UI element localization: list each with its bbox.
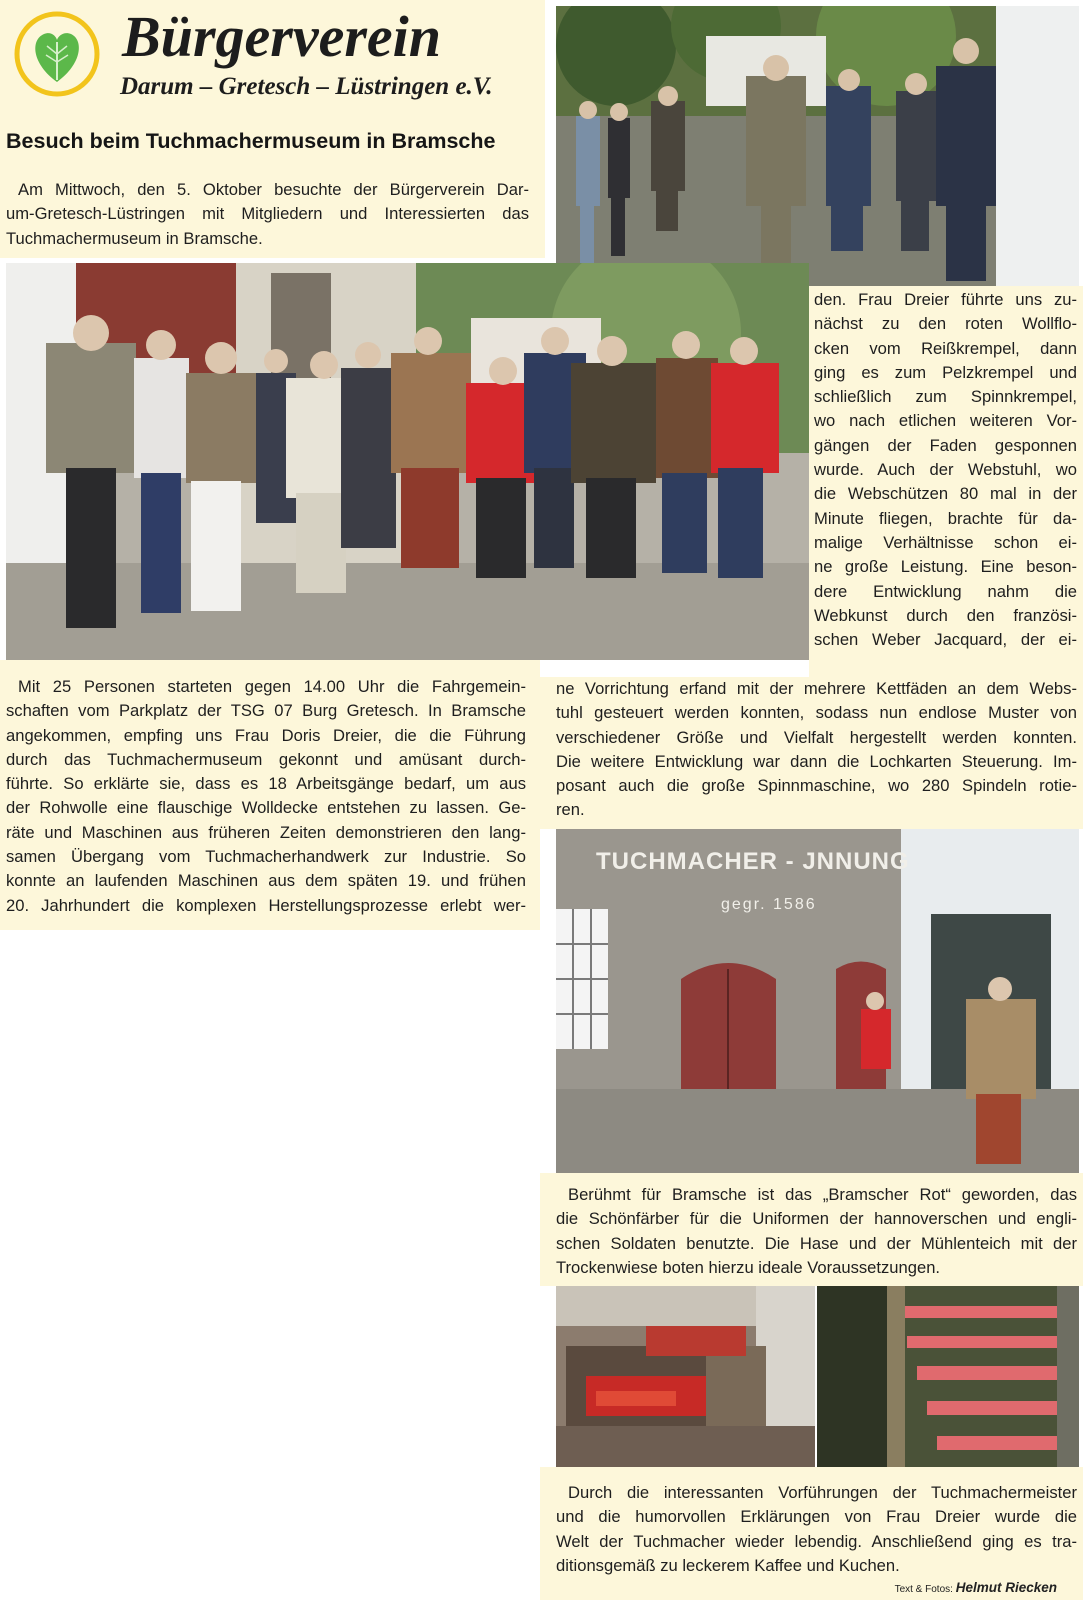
text-line: ging es zum Pelzkrempel und bbox=[814, 362, 1077, 382]
text-column-left bbox=[0, 660, 540, 930]
text-line: ditionsgemäß zu leckerem Kaffee und Kuchen. bbox=[556, 1555, 900, 1575]
text-line: Am Mittwoch, den 5. Oktober besuchte der Bürgerverein Dar- bbox=[18, 180, 529, 199]
text-line: ne große Leistung. Eine beson- bbox=[814, 557, 1077, 577]
logo-leaf-icon bbox=[10, 8, 104, 100]
photo-machines-hall bbox=[556, 1286, 815, 1467]
text-line: nächst zu den roten Wollflo- bbox=[814, 314, 1077, 334]
building-sign-year: gegr. 1586 bbox=[721, 896, 817, 913]
text-column-right-narrow bbox=[809, 286, 1083, 677]
org-subtitle: Darum – Gretesch – Lüstringen e.V. bbox=[120, 73, 493, 100]
photo-group-portrait bbox=[6, 263, 809, 660]
text-line: Mit 25 Personen starteten gegen 14.00 Uhr die Fahrgemein- bbox=[18, 677, 526, 696]
org-name: Bürgerverein bbox=[122, 4, 441, 69]
text-line: schließlich zum Spinnkrempel, bbox=[814, 387, 1077, 407]
credit-label: Text & Fotos: bbox=[894, 1584, 953, 1595]
text-line: der Rohwolle eine flauschige Wolldecke entstehen zu lassen. Ge- bbox=[6, 798, 526, 818]
text-line: um-Gretesch-Lüstringen mit Mitgliedern und Interessierten das bbox=[6, 204, 529, 224]
text-line: wo nach etlichen weiteren Vor- bbox=[814, 411, 1077, 431]
credit-name: Helmut Riecken bbox=[955, 1580, 1057, 1595]
text-line: Welt der Tuchmacher wieder lebendig. Anschließend ging es tra- bbox=[556, 1531, 1077, 1551]
text-line: cken vom Reißkrempel, dann bbox=[814, 338, 1077, 358]
article-headline: Besuch beim Tuchmachermuseum in Bramsche bbox=[6, 129, 496, 153]
text-line: tuhl gesteuert werden konnten, sodass nun endlose Muster von bbox=[556, 703, 1077, 723]
text-line: den. Frau Dreier führte uns zu- bbox=[814, 290, 1077, 309]
text-line: malige Verhältnisse schon ei- bbox=[814, 532, 1077, 552]
text-line: und die humorvollen Erklärungen von Frau Dreier wurde die bbox=[556, 1507, 1077, 1527]
text-line: posant auch die große Spinnmaschine, wo 280 Spindeln rotie- bbox=[556, 776, 1077, 796]
text-line: verschiedener Größe und Vielfalt hergestellt werden konnten. bbox=[556, 727, 1077, 747]
text-line: führte. So erklärte sie, dass es 18 Arbeitsgänge bedarf, um aus bbox=[6, 774, 526, 794]
photo-credit bbox=[895, 1580, 1057, 1598]
photo-machines-spindles bbox=[817, 1286, 1079, 1467]
text-line: Webkunst durch den französi- bbox=[814, 605, 1077, 625]
text-line: die Schönfärber für die Uniformen der hannoverschen und engli- bbox=[556, 1209, 1077, 1229]
text-line: die Webschützen 80 mal in der bbox=[814, 484, 1077, 504]
text-line: schaften vom Parkplatz der TSG 07 Burg Gretesch. In Bramsche bbox=[6, 701, 526, 721]
text-line: samen Übergang vom Tuchmacherhandwerk zur Industrie. So bbox=[6, 847, 526, 867]
intro-paragraph bbox=[6, 178, 529, 251]
text-line: durch das Tuchmachermuseum gekonnt und amüsant durch- bbox=[6, 749, 526, 769]
text-line: Minute fliegen, brachte für da- bbox=[814, 508, 1077, 528]
text-line: 20. Jahrhundert die komplexen Herstellungsprozesse erlebt wer- bbox=[6, 895, 526, 915]
text-line: wurde. Auch der Webstuhl, wo bbox=[814, 460, 1077, 480]
text-line: Trockenwiese boten hierzu ideale Voraussetzungen. bbox=[556, 1257, 941, 1277]
text-line: Die weitere Entwicklung war dann die Lochkarten Steuerung. Im- bbox=[556, 751, 1077, 771]
text-line: dere Entwicklung nahm die bbox=[814, 581, 1077, 601]
text-line: angekommen, empfing uns Frau Doris Dreier, die die Führung bbox=[6, 725, 526, 745]
paragraph-bramscher-rot bbox=[540, 1173, 1083, 1286]
text-line: Tuchmachermuseum in Bramsche. bbox=[6, 228, 263, 248]
text-line: ren. bbox=[556, 800, 585, 820]
photo-group-outdoor bbox=[556, 6, 1079, 286]
text-line: schen Soldaten benutzte. Die Hase und der Mühlenteich mit der bbox=[556, 1233, 1077, 1253]
text-line: Durch die interessanten Vorführungen der Tuchmachermeister bbox=[568, 1483, 1077, 1502]
text-column-right-wide bbox=[540, 677, 1083, 829]
text-line: schen Weber Jacquard, der ei- bbox=[814, 630, 1077, 650]
text-line: räte und Maschinen aus früheren Zeiten demonstrieren den lang- bbox=[6, 822, 526, 842]
text-line: gängen der Faden gesponnen bbox=[814, 435, 1077, 455]
photo-tuchmacher-building bbox=[556, 829, 1079, 1173]
text-line: ne Vorrichtung erfand mit der mehrere Kettfäden an dem Webs- bbox=[556, 679, 1077, 698]
text-line: konnte an laufenden Maschinen aus dem späten 19. und frühen bbox=[6, 871, 526, 891]
text-line: Berühmt für Bramsche ist das „Bramscher Rot“ geworden, das bbox=[568, 1185, 1077, 1204]
building-sign-text: TUCHMACHER - JNNUNG bbox=[596, 848, 910, 875]
